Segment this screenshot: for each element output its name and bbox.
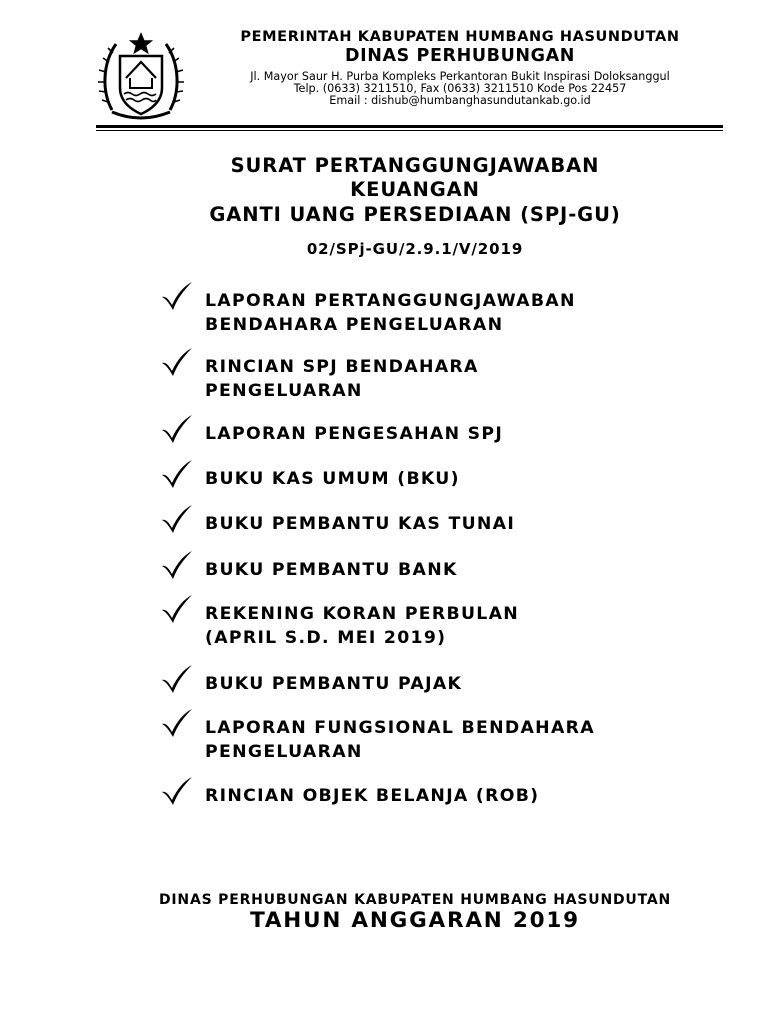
checkmark-icon	[160, 459, 194, 489]
list-item-label: LAPORAN PENGESAHAN SPJ	[205, 424, 504, 444]
department-name: DINAS PERHUBUNGAN	[345, 46, 575, 66]
list-item-label: RINCIAN OBJEK BELANJA (ROB)	[205, 786, 540, 806]
list-item-label-cont: BENDAHARA PENGELUARAN	[205, 315, 504, 335]
list-item-label: BUKU KAS UMUM (BKU)	[205, 469, 460, 489]
regency-emblem-icon	[98, 30, 184, 122]
checkmark-icon	[160, 504, 194, 534]
list-item-label: REKENING KORAN PERBULAN	[205, 604, 520, 624]
document-title-line2: KEUANGAN	[350, 178, 480, 201]
list-item-label: BUKU PEMBANTU KAS TUNAI	[205, 514, 516, 534]
office-phone: Telp. (0633) 3211510, Fax (0633) 3211510 Kode Pos 22457	[293, 82, 627, 95]
checkmark-icon	[160, 664, 194, 694]
office-address: Jl. Mayor Saur H. Purba Kompleks Perkantoran Bukit Inspirasi Doloksanggul	[250, 70, 670, 83]
checkmark-icon	[160, 708, 194, 738]
list-item-label-cont: PENGELUARAN	[205, 381, 363, 401]
checkmark-icon	[160, 594, 194, 624]
list-item-label-cont: (APRIL S.D. MEI 2019)	[205, 628, 447, 648]
list-item-label: BUKU PEMBANTU BANK	[205, 560, 458, 580]
list-item-label: BUKU PEMBANTU PAJAK	[205, 674, 463, 694]
document-title-line3: GANTI UANG PERSEDIAAN (SPJ-GU)	[209, 203, 621, 226]
checkmark-icon	[160, 414, 194, 444]
checkmark-icon	[160, 347, 194, 377]
list-item-label: LAPORAN FUNGSIONAL BENDAHARA	[205, 718, 595, 738]
office-email: Email : dishub@humbanghasundutankab.go.id	[329, 94, 591, 107]
document-title-line1: SURAT PERTANGGUNGJAWABAN	[230, 154, 600, 177]
checkmark-icon	[160, 550, 194, 580]
document-number: 02/SPj-GU/2.9.1/V/2019	[306, 240, 524, 258]
list-item-label: LAPORAN PERTANGGUNGJAWABAN	[205, 291, 576, 311]
letterhead-divider-thick	[96, 125, 723, 128]
footer-fiscal-year: TAHUN ANGGARAN 2019	[250, 908, 580, 933]
letterhead-divider-thin	[96, 130, 723, 131]
footer-agency: DINAS PERHUBUNGAN KABUPATEN HUMBANG HASUNDUTAN	[159, 892, 671, 908]
government-name: PEMERINTAH KABUPATEN HUMBANG HASUNDUTAN	[240, 29, 680, 45]
checkmark-icon	[160, 281, 194, 311]
list-item-label-cont: PENGELUARAN	[205, 742, 363, 762]
checkmark-icon	[160, 776, 194, 806]
list-item-label: RINCIAN SPJ BENDAHARA	[205, 357, 479, 377]
